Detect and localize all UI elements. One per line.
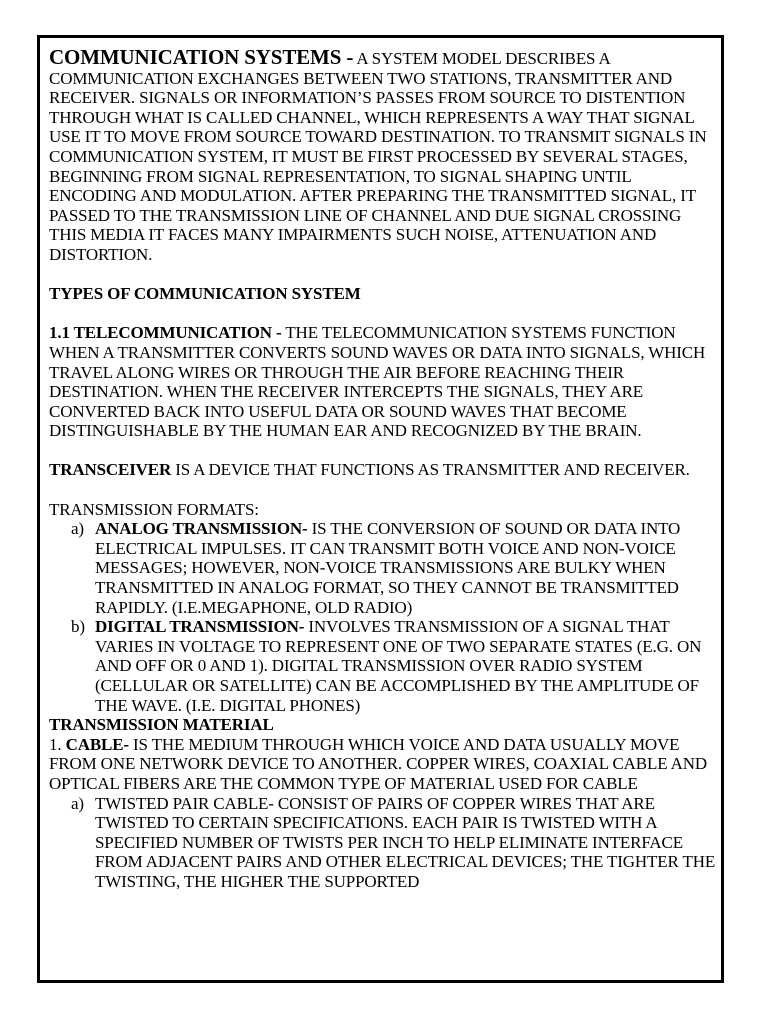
- cable-text: IS THE MEDIUM THROUGH WHICH VOICE AND DATA USUALLY MOVE FROM ONE NETWORK DEVICE TO ANOTHER. COPPER WIRES, COAXIAL CABLE AND OPTICAL FIBERS ARE THE COMMON TYPE OF MATERIAL USED FOR CABLE: [49, 734, 708, 793]
- transceiver-term: TRANSCEIVER: [49, 460, 172, 480]
- formats-list: [49, 519, 721, 715]
- formats-heading: TRANSMISSION FORMATS:: [49, 499, 259, 519]
- analog-text: IS THE CONVERSION OF SOUND OR DATA INTO ELECTRICAL IMPULSES. IT CAN TRANSMIT BOTH VOICE AND NON-VOICE MESSAGES; HOWEVER, NON-VOICE TRANSMISSIONS ARE BULKY WHEN TRANSMITTED IN ANALOG FORMAT, SO THEY CANNOT BE TRANSMITTED RAPIDLY. (I.E.MEGAPHONE, OLD RADIO): [95, 519, 681, 617]
- intro-text: A SYSTEM MODEL DESCRIBES A COMMUNICATION EXCHANGES BETWEEN TWO STATIONS, TRANSMITTER AND RECEIVER. SIGNALS OR INFORMATION’S PASSES FROM SOURCE TO DISTENTION THROUGH WHAT IS CALLED CHANNEL, WHICH REPRESENTS A WAY THAT SIGNAL USE IT TO MOVE FROM SOURCE TOWARD DESTINATION. TO TRANSMIT SIGNALS IN COMMUNICATION SYSTEM, IT MUST BE FIRST PROCESSED BY SEVERAL STAGES, BEGINNING FROM SIGNAL REPRESENTATION, TO SIGNAL SHAPING UNTIL ENCODING AND MODULATION. AFTER PREPARING THE TRANSMITTED SIGNAL, IT PASSED TO THE TRANSMISSION LINE OF CHANNEL AND DUE SIGNAL CROSSING THIS MEDIA IT FACES MANY IMPAIRMENTS SUCH NOISE, ATTENUATION AND DISTORTION.: [49, 49, 707, 264]
- list-item-twisted-pair: [49, 794, 721, 892]
- spacer: [49, 265, 721, 285]
- analog-term: ANALOG TRANSMISSION-: [95, 519, 308, 539]
- list-item-analog: [49, 519, 721, 617]
- document-body: [49, 45, 721, 892]
- cable-paragraph: [49, 735, 721, 794]
- cable-number: 1.: [49, 734, 62, 754]
- transceiver-text: IS A DEVICE THAT FUNCTIONS AS TRANSMITTER AND RECEIVER.: [175, 460, 690, 480]
- list-marker: a): [71, 519, 84, 539]
- telecom-paragraph: [49, 323, 721, 441]
- list-item-digital: [49, 617, 721, 715]
- document-page: [37, 35, 724, 983]
- list-marker: b): [71, 617, 85, 637]
- digital-text: INVOLVES TRANSMISSION OF A SIGNAL THAT VARIES IN VOLTAGE TO REPRESENT ONE OF TWO SEPARATE STATES (E.G. ON AND OFF OR 0 AND 1). DIGITAL TRANSMISSION OVER RADIO SYSTEM (CELLULAR OR SATELLITE) CAN BE ACCOMPLISHED BY THE AMPLITUDE OF THE WAVE. (I.E. DIGITAL PHONES): [95, 617, 702, 715]
- document-title: COMMUNICATION SYSTEMS -: [49, 45, 354, 69]
- section-heading-types: TYPES OF COMMUNICATION SYSTEM: [49, 284, 361, 304]
- telecom-title: 1.1 TELECOMMUNICATION -: [49, 323, 282, 343]
- section-heading-material: TRANSMISSION MATERIAL: [49, 715, 274, 735]
- digital-term: DIGITAL TRANSMISSION-: [95, 617, 305, 637]
- intro-paragraph: [49, 45, 721, 265]
- telecom-text: THE TELECOMMUNICATION SYSTEMS FUNCTION WHEN A TRANSMITTER CONVERTS SOUND WAVES OR DATA INTO SIGNALS, WHICH TRAVEL ALONG WIRES OR THROUGH THE AIR BEFORE REACHING THEIR DESTINATION. WHEN THE RECEIVER INTERCEPTS THE SIGNALS, THEY ARE CONVERTED BACK INTO USEFUL DATA OR SOUND WAVES THAT BECOME DISTINGUISHABLE BY THE HUMAN EAR AND RECOGNIZED BY THE BRAIN.: [49, 323, 706, 441]
- twisted-pair-text: TWISTED PAIR CABLE- CONSIST OF PAIRS OF COPPER WIRES THAT ARE TWISTED TO CERTAIN SPECIFICATIONS. EACH PAIR IS TWISTED WITH A SPECIFIED NUMBER OF TWISTS PER INCH TO HELP ELIMINATE INTERFACE FROM ADJACENT PAIRS AND OTHER ELECTRICAL DEVICES; THE TIGHTER THE TWISTING, THE HIGHER THE SUPPORTED: [95, 793, 716, 891]
- spacer: [49, 304, 721, 324]
- transceiver-paragraph: [49, 460, 721, 480]
- list-marker: a): [71, 793, 84, 813]
- spacer: [49, 480, 721, 500]
- cable-term: CABLE-: [65, 734, 129, 754]
- cable-list: [49, 794, 721, 892]
- spacer: [49, 441, 721, 461]
